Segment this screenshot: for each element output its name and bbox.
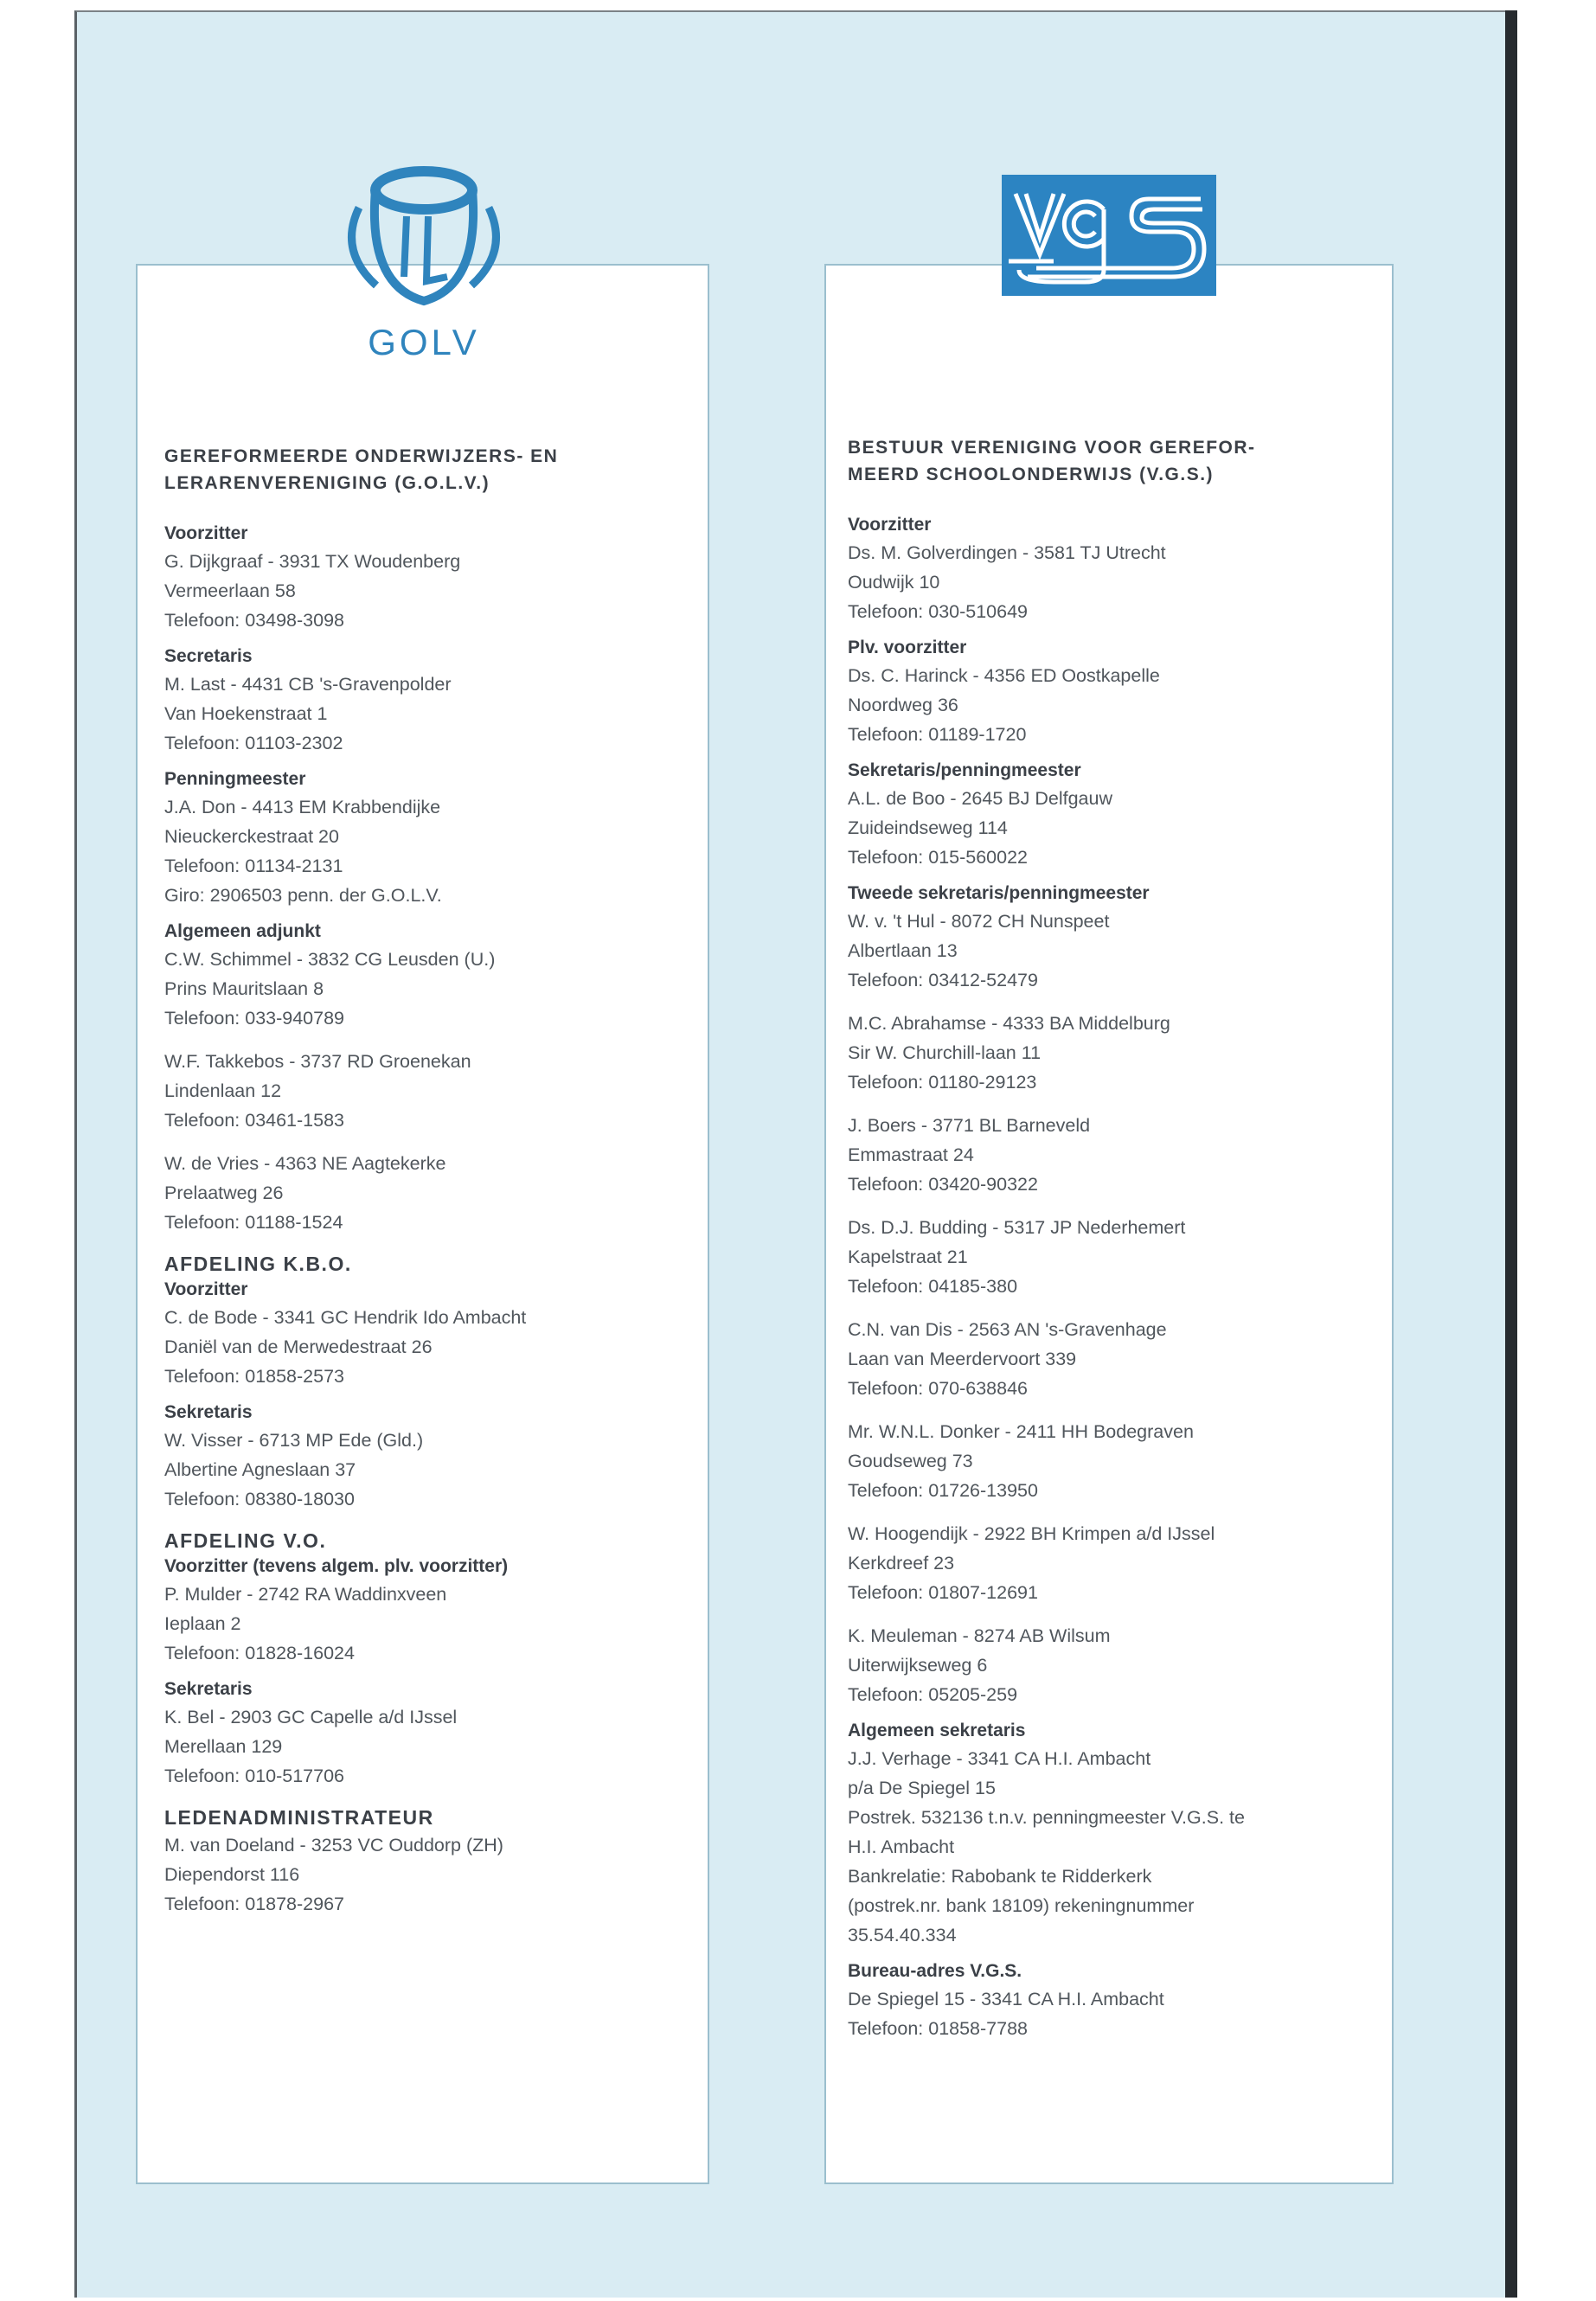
contact-line: Telefoon: 010-517706 [164, 1766, 345, 1786]
golv-logo-icon [333, 156, 515, 320]
contact-line: Telefoon: 01180-29123 [848, 1072, 1037, 1093]
contact-line: Telefoon: 01858-7788 [848, 2018, 1029, 2039]
golv-penningmeester [164, 766, 692, 910]
contact-line: Mr. W.N.L. Donker - 2411 HH Bodegraven [848, 1421, 1194, 1442]
vgs-heading [848, 434, 1384, 488]
contact-line: C.W. Schimmel - 3832 CG Leusden (U.) [164, 949, 496, 970]
department-title: AFDELING K.B.O. [164, 1253, 352, 1275]
contact-line: W. Visser - 6713 MP Ede (Gld.) [164, 1430, 424, 1451]
spacer [848, 1199, 1384, 1213]
contact-line: Telefoon: 01134-2131 [164, 856, 343, 876]
contact-line: Noordweg 36 [848, 695, 958, 715]
contact-line: Albertine Agneslaan 37 [164, 1459, 356, 1480]
contact-line: Diependorst 116 [164, 1864, 300, 1885]
contact-line: K. Bel - 2903 GC Capelle a/d IJssel [164, 1707, 458, 1727]
contact-line: Sir W. Churchill-laan 11 [848, 1042, 1042, 1063]
contact-line: Telefoon: 08380-18030 [164, 1489, 355, 1509]
contact-line: J.A. Don - 4413 EM Krabbendijke [164, 797, 441, 817]
golv-logo-word: GOLV [368, 322, 480, 362]
contact-line: Uiterwijkseweg 6 [848, 1655, 988, 1676]
contact-line: Ds. C. Harinck - 4356 ED Oostkapelle [848, 665, 1160, 686]
contact-line: Telefoon: 03498-3098 [164, 610, 345, 631]
contact-line: M. Last - 4431 CB 's-Gravenpolder [164, 674, 452, 695]
contact-line: Telefoon: 01726-13950 [848, 1480, 1038, 1501]
contact-line: Kapelstraat 21 [848, 1247, 968, 1267]
contact-line: Telefoon: 01103-2302 [164, 733, 343, 753]
golv-column [164, 443, 692, 1927]
contact-line: Nieuckerckestraat 20 [164, 826, 339, 847]
contact-line: Prelaatweg 26 [164, 1183, 284, 1203]
golv-logo [333, 156, 515, 370]
contact-line: Goudseweg 73 [848, 1451, 973, 1471]
role-label: Plv. voorzitter [848, 638, 967, 657]
contact-line: J. Boers - 3771 BL Barneveld [848, 1115, 1091, 1136]
contact-line: Vermeerlaan 58 [164, 580, 296, 601]
spacer [848, 1097, 1384, 1111]
contact-line: J.J. Verhage - 3341 CA H.I. Ambacht [848, 1748, 1151, 1769]
spacer [848, 1301, 1384, 1315]
vgs-heading-line: MEERD SCHOOLONDERWIJS (V.G.S.) [848, 465, 1215, 484]
vgs-voorzitter [848, 512, 1384, 626]
spacer [164, 1033, 692, 1047]
spacer [848, 1505, 1384, 1519]
contact-line: Telefoon: 01828-16024 [164, 1643, 355, 1663]
contact-line: Telefoon: 015-560022 [848, 847, 1029, 868]
contact-line: Laan van Meerdervoort 339 [848, 1349, 1077, 1369]
role-label: Penningmeester [164, 769, 306, 789]
contact-line: Bankrelatie: Rabobank te Ridderkerk [848, 1866, 1152, 1887]
contact-line: M. van Doeland - 3253 VC Ouddorp (ZH) [164, 1835, 503, 1856]
contact-line: G. Dijkgraaf - 3931 TX Woudenberg [164, 551, 461, 572]
contact-line: H.I. Ambacht [848, 1836, 955, 1857]
contact-line: Telefoon: 05205-259 [848, 1684, 1018, 1705]
contact-line: 35.54.40.334 [848, 1925, 957, 1945]
role-label: Voorzitter [164, 1279, 248, 1299]
role-label: Tweede sekretaris/penningmeester [848, 883, 1150, 903]
contact-line: De Spiegel 15 - 3341 CA H.I. Ambacht [848, 1989, 1164, 2009]
role-label: Bureau-adres V.G.S. [848, 1961, 1022, 1981]
golv-heading-line: LERARENVERENIGING (G.O.L.V.) [164, 473, 490, 493]
contact-line: Telefoon: 03461-1583 [164, 1110, 345, 1131]
golv-secretaris [164, 644, 692, 758]
contact-line: Van Hoekenstraat 1 [164, 703, 328, 724]
contact-line: Telefoon: 01189-1720 [848, 724, 1027, 745]
golv-heading [164, 443, 692, 497]
contact-line: Telefoon: 033-940789 [164, 1008, 345, 1029]
contact-line: K. Meuleman - 8274 AB Wilsum [848, 1625, 1111, 1646]
vgs-tweede-sekretaris [848, 881, 1384, 1709]
contact-line: Lindenlaan 12 [164, 1080, 282, 1101]
golv-voorzitter [164, 521, 692, 635]
contact-line: p/a De Spiegel 15 [848, 1778, 996, 1798]
role-label: Voorzitter [848, 515, 932, 535]
contact-line: Emmastraat 24 [848, 1144, 974, 1165]
spacer [848, 1403, 1384, 1417]
contact-line: Ds. D.J. Budding - 5317 JP Nederhemert [848, 1217, 1186, 1238]
vgs-heading-line: BESTUUR VERENIGING VOOR GEREFOR- [848, 438, 1256, 458]
contact-line: Postrek. 532136 t.n.v. penningmeester V.G.S. te [848, 1807, 1245, 1828]
contact-line: Albertlaan 13 [848, 940, 958, 961]
contact-line: (postrek.nr. bank 18109) rekeningnummer [848, 1895, 1195, 1916]
golv-vo-sekretaris [164, 1676, 692, 1791]
golv-afdeling-kbo [164, 1251, 692, 1391]
role-label: Voorzitter [164, 523, 248, 543]
contact-line: C. de Bode - 3341 GC Hendrik Ido Ambacht [164, 1307, 527, 1328]
department-title: AFDELING V.O. [164, 1529, 327, 1552]
golv-algemeen-adjunkt [164, 919, 692, 1237]
spacer [848, 1607, 1384, 1621]
contact-line: Merellaan 129 [164, 1736, 283, 1757]
contact-line: Telefoon: 070-638846 [848, 1378, 1029, 1399]
contact-line: Telefoon: 01188-1524 [164, 1212, 343, 1233]
contact-line: Zuideindseweg 114 [848, 817, 1008, 838]
contact-line: Ieplaan 2 [164, 1613, 241, 1634]
spacer [164, 1135, 692, 1149]
vgs-algemeen-sekretaris [848, 1718, 1384, 1950]
contact-line: Telefoon: 03420-90322 [848, 1174, 1038, 1195]
contact-line: P. Mulder - 2742 RA Waddinxveen [164, 1584, 447, 1605]
contact-line: W. de Vries - 4363 NE Aagtekerke [164, 1153, 446, 1174]
contact-line: Telefoon: 04185-380 [848, 1276, 1018, 1297]
contact-line: Telefoon: 01807-12691 [848, 1582, 1038, 1603]
contact-line: Ds. M. Golverdingen - 3581 TJ Utrecht [848, 542, 1166, 563]
contact-line: Telefoon: 01858-2573 [164, 1366, 345, 1387]
role-label: Algemeen adjunkt [164, 921, 321, 941]
vgs-bureau-adres [848, 1958, 1384, 2043]
contact-line: Telefoon: 03412-52479 [848, 970, 1038, 990]
contact-line: Giro: 2906503 penn. der G.O.L.V. [164, 885, 442, 906]
golv-afdeling-vo [164, 1528, 692, 1668]
role-label: Sekretaris/penningmeester [848, 760, 1081, 780]
role-label: Sekretaris [164, 1679, 253, 1699]
vgs-logo-icon [1002, 175, 1216, 296]
golv-heading-line: GEREFORMEERDE ONDERWIJZERS- EN [164, 446, 559, 466]
golv-ledenadministrateur [164, 1804, 692, 1919]
binding-edge [1505, 10, 1517, 2298]
role-label: Voorzitter (tevens algem. plv. voorzitter) [164, 1556, 509, 1576]
contact-line: Telefoon: 030-510649 [848, 601, 1029, 622]
contact-line: W. v. 't Hul - 8072 CH Nunspeet [848, 911, 1110, 932]
contact-line: M.C. Abrahamse - 4333 BA Middelburg [848, 1013, 1170, 1034]
contact-line: W. Hoogendijk - 2922 BH Krimpen a/d IJssel [848, 1523, 1215, 1544]
spacer [848, 995, 1384, 1009]
vgs-plv-voorzitter [848, 635, 1384, 749]
vgs-logo [1002, 175, 1216, 296]
contact-line: W.F. Takkebos - 3737 RD Groenekan [164, 1051, 471, 1072]
contact-line: C.N. van Dis - 2563 AN 's-Gravenhage [848, 1319, 1167, 1340]
contact-line: Kerkdreef 23 [848, 1553, 955, 1574]
role-label: Algemeen sekretaris [848, 1721, 1026, 1740]
vgs-column [848, 434, 1384, 2052]
role-label: Sekretaris [164, 1402, 253, 1422]
vgs-sekretaris-penningmeester [848, 758, 1384, 872]
golv-kbo-sekretaris [164, 1400, 692, 1514]
role-label: Secretaris [164, 646, 253, 666]
contact-line: A.L. de Boo - 2645 BJ Delfgauw [848, 788, 1112, 809]
contact-line: Prins Mauritslaan 8 [164, 978, 324, 999]
contact-line: Daniël van de Merwedestraat 26 [164, 1336, 433, 1357]
contact-line: Telefoon: 01878-2967 [164, 1894, 345, 1914]
contact-line: Oudwijk 10 [848, 572, 940, 593]
department-title: LEDENADMINISTRATEUR [164, 1806, 434, 1829]
